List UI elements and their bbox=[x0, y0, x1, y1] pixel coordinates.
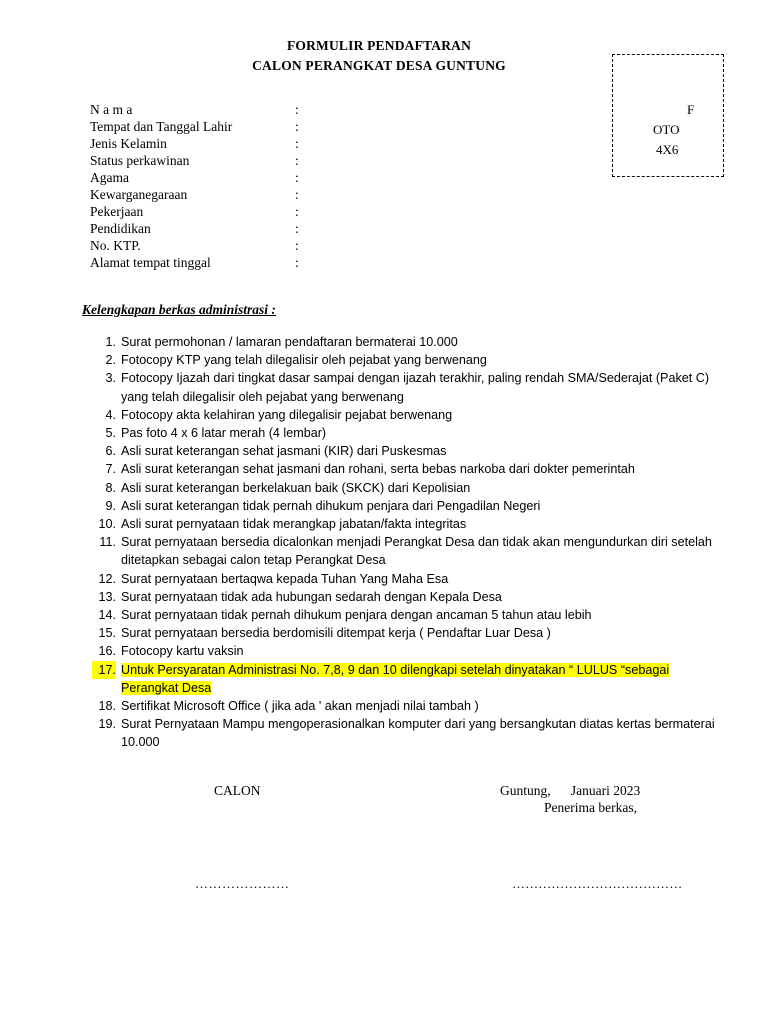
photo-box-text-3: 4X6 bbox=[656, 142, 679, 157]
requirement-number: 7. bbox=[105, 462, 116, 477]
requirement-text: Surat pernyataan tidak pernah dihukum penjara dengan ancaman 5 tahun atau lebih bbox=[121, 608, 592, 623]
requirement-text: Fotocopy akta kelahiran yang dilegalisir pejabat berwenang bbox=[121, 407, 453, 422]
requirement-text: Surat Pernyataan Mampu mengoperasionalkan komputer dari yang bersangkutan diatas kertas bermaterai 10.000 bbox=[121, 717, 715, 750]
field-label: Pekerjaan bbox=[90, 204, 144, 219]
field-label: Agama bbox=[90, 170, 129, 185]
form-subtitle: CALON PERANGKAT DESA GUNTUNG bbox=[252, 58, 506, 73]
field-colon: : bbox=[295, 153, 299, 168]
field-colon: : bbox=[295, 238, 299, 253]
field-label: Status perkawinan bbox=[90, 153, 190, 168]
requirement-number: 1. bbox=[105, 335, 116, 349]
requirements-list bbox=[96, 333, 728, 752]
requirement-number: 6. bbox=[105, 444, 116, 459]
requirement-text: Surat pernyataan bersedia dicalonkan menjadi Perangkat Desa dan tidak akan mengundurkan diri setelah ditetapkan sebagai calon tetap Perangkat Desa bbox=[121, 535, 712, 568]
requirement-number: 12. bbox=[98, 571, 116, 586]
requirement-number: 14. bbox=[98, 608, 116, 623]
field-colon: : bbox=[295, 119, 299, 134]
field-label: N a m a bbox=[90, 102, 133, 117]
requirement-text: Pas foto 4 x 6 latar merah (4 lembar) bbox=[121, 426, 327, 441]
field-label: Kewarganegaraan bbox=[90, 187, 188, 202]
requirement-number: 8. bbox=[105, 480, 116, 495]
requirement-text: Fotocopy Ijazah dari tingkat dasar sampai dengan ijazah terakhir, paling rendah SMA/Sederajat (Paket C) yang telah dilegalisir oleh pejabat yang berwenang bbox=[121, 371, 710, 404]
photo-placeholder-box bbox=[612, 54, 724, 177]
requirement-text: Fotocopy kartu vaksin bbox=[121, 644, 244, 659]
photo-box-text-1: F bbox=[687, 102, 695, 117]
requirement-number: 10. bbox=[98, 517, 116, 532]
form-title: FORMULIR PENDAFTARAN bbox=[286, 38, 472, 53]
requirement-text: Surat permohonan / lamaran pendaftaran bermaterai 10.000 bbox=[121, 335, 458, 349]
requirement-text: Asli surat keterangan tidak pernah dihukum penjara dari Pengadilan Negeri bbox=[121, 498, 541, 513]
requirement-text: Asli surat keterangan berkelakuan baik (SKCK) dari Kepolisian bbox=[121, 480, 471, 495]
requirement-item bbox=[96, 715, 728, 751]
requirement-number: 18. bbox=[98, 699, 116, 714]
requirement-item bbox=[96, 570, 728, 588]
requirement-item bbox=[96, 369, 728, 405]
requirement-text: Surat pernyataan tidak ada hubungan sedarah dengan Kepala Desa bbox=[121, 589, 502, 604]
field-colon: : bbox=[295, 255, 299, 270]
signature-place-date: Guntung, Januari 2023 bbox=[500, 783, 641, 798]
field-label: Tempat dan Tanggal Lahir bbox=[90, 119, 233, 134]
requirement-item bbox=[96, 697, 728, 715]
requirement-item bbox=[96, 661, 728, 697]
requirement-item bbox=[96, 642, 728, 660]
field-label: No. KTP. bbox=[90, 238, 141, 253]
requirement-text: Asli surat keterangan sehat jasmani (KIR) dari Puskesmas bbox=[121, 444, 447, 459]
signature-left-label: CALON bbox=[214, 783, 261, 798]
field-label: Alamat tempat tinggal bbox=[90, 255, 211, 270]
requirement-item bbox=[96, 588, 728, 606]
field-colon: : bbox=[295, 204, 299, 219]
requirement-item bbox=[96, 497, 728, 515]
signature-line-right: ………………………………… bbox=[512, 876, 683, 891]
photo-box-text-2: OTO bbox=[653, 122, 680, 137]
requirement-text: Asli surat pernyataan tidak merangkap jabatan/fakta integritas bbox=[121, 517, 467, 532]
requirement-item bbox=[96, 479, 728, 497]
requirement-number: 3. bbox=[105, 371, 116, 386]
requirement-item bbox=[96, 533, 728, 569]
requirement-item bbox=[96, 515, 728, 533]
requirement-number: 4. bbox=[105, 407, 116, 422]
field-colon: : bbox=[295, 102, 299, 117]
field-colon: : bbox=[295, 136, 299, 151]
requirement-number: 16. bbox=[98, 644, 116, 659]
requirement-number: 9. bbox=[105, 498, 116, 513]
requirement-item bbox=[96, 624, 728, 642]
requirement-text: Untuk Persyaratan Administrasi No. 7,8, 9 dan 10 dilengkapi setelah dinyatakan “ LULUS “sebagai Perangkat Desa bbox=[121, 662, 670, 695]
requirement-text: Asli surat keterangan sehat jasmani dan rohani, serta bebas narkoba dari dokter pemerintah bbox=[121, 462, 635, 477]
requirement-text: Surat pernyataan bertaqwa kepada Tuhan Yang Maha Esa bbox=[121, 571, 449, 586]
signature-line-left: ………………… bbox=[195, 876, 290, 891]
requirements-heading: Kelengkapan berkas administrasi : bbox=[82, 302, 276, 317]
field-colon: : bbox=[295, 221, 299, 236]
requirement-number: 15. bbox=[98, 626, 116, 641]
requirement-number: 2. bbox=[105, 353, 116, 368]
requirement-item bbox=[96, 606, 728, 624]
requirement-number: 5. bbox=[105, 426, 116, 441]
requirement-number: 17. bbox=[92, 661, 116, 679]
field-label: Jenis Kelamin bbox=[90, 136, 167, 151]
field-label: Pendidikan bbox=[90, 221, 151, 236]
requirement-text: Sertifikat Microsoft Office ( jika ada ' akan menjadi nilai tambah ) bbox=[121, 699, 479, 714]
signature-right-label: Penerima berkas, bbox=[544, 800, 637, 815]
requirement-item bbox=[96, 424, 728, 442]
requirement-item bbox=[96, 442, 728, 460]
requirement-text: Fotocopy KTP yang telah dilegalisir oleh pejabat yang berwenang bbox=[121, 353, 487, 368]
requirement-text: Surat pernyataan bersedia berdomisili ditempat kerja ( Pendaftar Luar Desa ) bbox=[121, 626, 551, 641]
field-colon: : bbox=[295, 170, 299, 185]
field-colon: : bbox=[295, 187, 299, 202]
requirement-number: 11. bbox=[99, 535, 116, 550]
requirement-number: 13. bbox=[98, 589, 116, 604]
requirement-item bbox=[96, 333, 728, 351]
requirement-number: 19. bbox=[98, 717, 116, 732]
requirement-item bbox=[96, 351, 728, 369]
requirement-item bbox=[96, 406, 728, 424]
requirement-item bbox=[96, 460, 728, 478]
